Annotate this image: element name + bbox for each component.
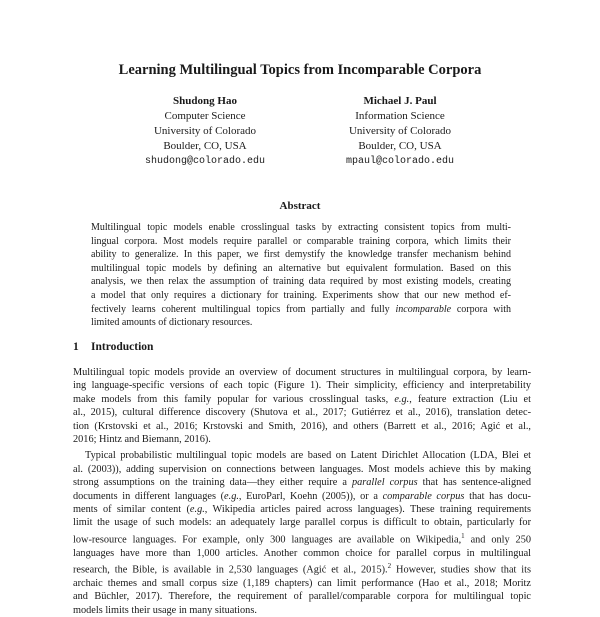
body-line: archaic themes and small corpus size (1,189 chapters) can limit performance (Hao et al., 2018; Moritz [73,577,531,589]
abstract-line: lingual corpora. Most models require parallel or comparable training corpora, which limits their [91,235,511,247]
author-name: Shudong Hao [173,95,237,107]
body-line-part: make models from this family popular for various crosslingual tasks, [73,393,395,405]
body-emphasis: e.g. [394,393,410,405]
body-line [73,560,531,577]
body-line: Typical probabilistic multilingual topic models are based on Latent Dirichlet Allocation (LDA, Blei et [85,450,531,462]
author-block-2 [290,94,510,169]
body-line: languages have more than 1,000 articles. Another common choice for parallel corpus in multilingual [73,547,531,559]
paper-title: Learning Multilingual Topics from Incomparable Corpora [118,62,482,78]
body-line: and Büchler, 2017). Therefore, the requirement of parallel/comparable corpora for multilingual topic [73,591,531,603]
body-line-part: that has docu- [464,490,531,502]
body-line: limit the usage of such models: an adequately large parallel corpus is difficult to obtain, particularly for [73,517,531,529]
body-line [73,490,531,503]
author-department: Computer Science [164,110,246,122]
author-name: Michael J. Paul [363,95,437,107]
footnote-marker[interactable]: 2 [387,562,392,571]
author-location: Boulder, CO, USA [163,140,247,152]
body-line-part: , Wikipedia articles paired across languages). These training requirements [204,504,532,516]
abstract-line-part: corpora with [451,303,511,315]
author-email: shudong@colorado.edu [144,156,266,167]
abstract-line: Multilingual topic models enable crosslingual tasks by extracting consistent topics from multi- [91,222,511,233]
abstract-text [91,221,511,330]
body-emphasis: parallel corpus [351,477,418,489]
abstract-emphasis: incomparable [395,303,452,315]
body-line: al., 2015), cultural difference discovery (Shutova et al., 2017; Gutiérrez et al., 2016), translation detec- [73,407,531,419]
intro-paragraph-1 [73,366,531,446]
body-line: tion (Krstovski et al., 2016; Krstovski and Smith, 2016), and others (Barrett et al., 2016; Agić et al., [73,420,531,432]
intro-body [73,366,531,617]
body-line [73,503,531,516]
author-location: Boulder, CO, USA [358,140,442,152]
body-line-part: and only 250 [464,534,531,546]
body-line-part: strong assumptions on the training data—they either require a [73,477,352,489]
abstract-line: limited amounts of dictionary resources. [91,317,253,329]
abstract-line: a model that only requires a dictionary for training. Experiments show that our new method ef- [91,289,511,301]
body-emphasis: comparable corpus [382,490,465,502]
abstract-line-part: fectively learns coherent multilingual topics from partially and fully [91,303,396,315]
section-heading [73,341,153,353]
body-line: models limits their usage in many situations. [73,604,257,616]
body-line: al. (2003)), adding supervision on connections between languages. Most models achieve this by making [73,463,531,475]
abstract-line: analysis, we then relax the assumption of training data required by most existing models, creating [91,276,511,288]
body-line [73,476,531,489]
body-emphasis: e.g. [224,490,239,502]
abstract-line: multilingual topic models by defining an alternative but equivalent formulation. Based on this [91,262,511,274]
section-number: 1 [73,341,79,353]
body-line-part: ments of similar content ( [73,504,190,516]
body-line-part: research, the Bible, is available in 2,530 languages (Agić et al., 2015). [73,564,388,576]
author-university: University of Colorado [348,125,452,137]
body-line-part: , EuroParl, Koehn (2005)), or a [238,490,383,502]
author-email: mpaul@colorado.edu [345,156,455,167]
abstract-heading: Abstract [279,200,321,212]
body-line-part: , feature extraction (Liu et [409,393,531,405]
body-line: 2016; Hintz and Biemann, 2016). [73,434,211,446]
intro-paragraph-2 [73,449,531,617]
body-line-part: documents in different languages ( [73,490,225,502]
body-line-part: low-resource languages. For example, only 300 languages are available on Wikipedia, [73,534,462,546]
body-line-part: that has sentence-aligned [417,477,531,489]
body-line: ing language-specific versions of each topic (Figure 1). Their simplicity, efficiency and interpretability [73,380,531,392]
section-title: Introduction [91,341,154,353]
author-department: Information Science [355,110,445,122]
body-line-part: However, studies show that its [391,564,531,576]
body-emphasis: e.g. [189,504,205,516]
body-line [73,393,531,406]
author-block-1 [95,94,315,169]
abstract-line: ability to generalize. In this paper, we first demystify the knowledge transfer mechanism behind [91,249,511,261]
abstract-line [91,303,511,317]
author-university: University of Colorado [153,125,257,137]
footnote-marker[interactable]: 1 [461,531,465,540]
body-line: Multilingual topic models provide an overview of document structures in multilingual corpora, by learn- [73,367,531,378]
body-line [73,530,531,547]
